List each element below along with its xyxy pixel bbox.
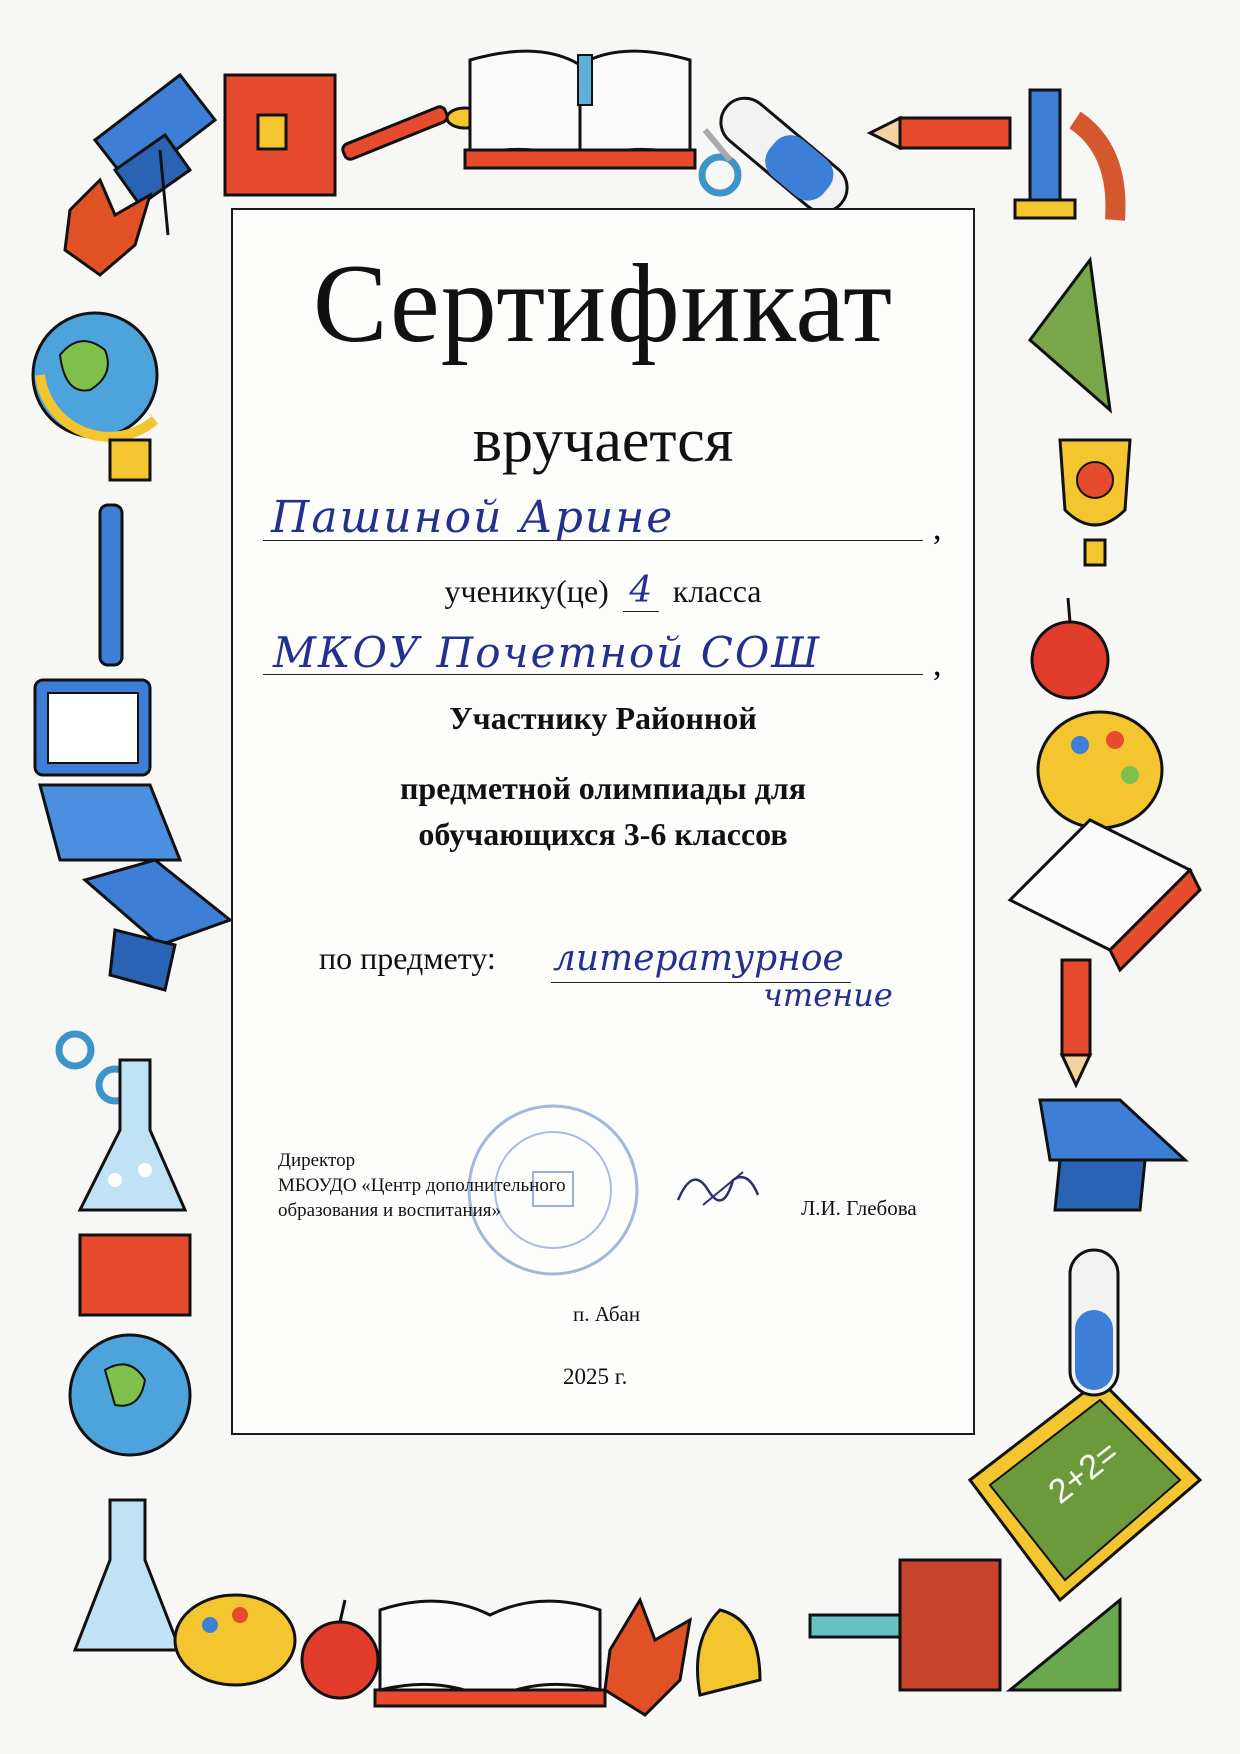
svg-text:2+2=: 2+2= (1041, 1433, 1127, 1512)
set-square-icon (1010, 1600, 1120, 1690)
grade-prefix: ученику(це) (444, 573, 609, 609)
paintbrush-icon (341, 105, 483, 161)
description-line-2: предметной олимпиады для (399, 770, 807, 806)
palette-icon (175, 1595, 295, 1685)
open-book-icon (375, 1601, 605, 1706)
set-square-icon (1030, 260, 1110, 410)
certificate-frame (231, 208, 975, 1435)
open-book-icon (1010, 820, 1200, 970)
description-line-3: обучающихся 3-6 классов (418, 816, 788, 852)
subject-label: по предмету: (319, 940, 496, 976)
year: 2025 г. (563, 1364, 628, 1389)
test-tube-icon (711, 88, 857, 221)
director-title-line-3: образования и воспитания» (278, 1200, 502, 1221)
pencil-icon (870, 118, 1010, 148)
book-icon (900, 1560, 1000, 1690)
pen-icon (100, 505, 122, 665)
apple-icon (302, 1600, 378, 1698)
place: п. Абан (573, 1302, 641, 1326)
bell-icon (698, 1610, 761, 1695)
recipient-name-line (263, 540, 923, 541)
grade-suffix: класса (672, 573, 762, 609)
palette-icon (1038, 712, 1162, 828)
laptop-icon (35, 680, 180, 860)
school-comma: , (933, 646, 942, 683)
chalkboard-icon (970, 1380, 1200, 1600)
subject-value-line-1: литературное (553, 938, 844, 979)
apple-icon (1032, 598, 1108, 698)
open-book-icon (465, 51, 695, 168)
description-line-1: Участнику Районной (449, 700, 757, 736)
trophy-icon (1060, 440, 1130, 565)
director-title-line-2: МБОУДО «Центр дополнительного (278, 1175, 566, 1196)
graduation-cap-icon (85, 860, 230, 990)
school-name-line (263, 674, 923, 675)
microscope-icon (1015, 90, 1116, 220)
book-icon (225, 75, 335, 195)
director-title-line-1: Директор (278, 1150, 356, 1171)
maple-leaf-icon (605, 1600, 690, 1715)
flask-icon (75, 1500, 180, 1650)
awarded-to-label: вручается (472, 407, 734, 475)
globe-icon (70, 1335, 190, 1455)
grade-value: 4 (623, 570, 659, 612)
director-title (278, 1148, 566, 1223)
globe-icon (33, 313, 157, 480)
pencil-icon (1062, 960, 1090, 1085)
graduation-cap-icon (1040, 1100, 1185, 1210)
director-signature (673, 1160, 763, 1215)
director-name: Л.И. Глебова (801, 1196, 917, 1220)
school-name: МКОУ Почетной СОШ (273, 628, 822, 677)
book-icon (80, 1235, 190, 1315)
grade-line (233, 570, 973, 612)
recipient-comma: , (933, 510, 942, 547)
test-tube-icon (1070, 1250, 1118, 1395)
recipient-name: Пашиной Арине (271, 492, 675, 543)
certificate-title: Сертификат (312, 242, 894, 366)
subject-value-line-2: чтение (763, 976, 893, 1014)
